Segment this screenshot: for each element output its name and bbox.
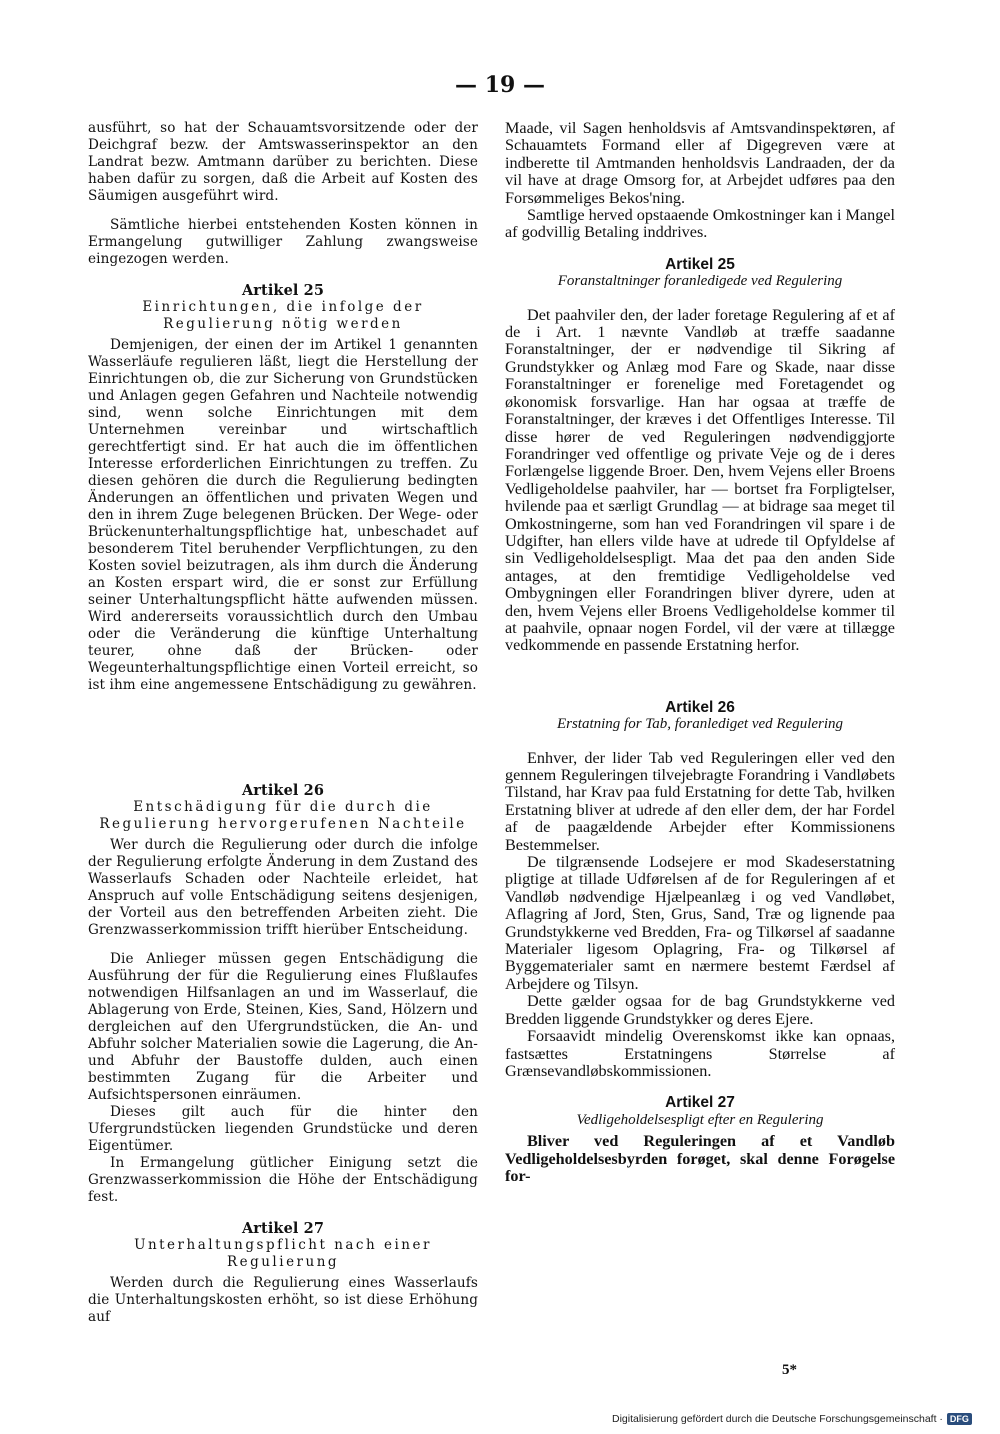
- danish-art26-paragraph: Dette gælder ogsaa for de bag Grundstykkerne ved Bredden liggende Grundstykker og deres Ejere.: [505, 992, 895, 1028]
- german-art27-paragraph: Werden durch die Regulierung eines Wasserlaufs die Unterhaltungskosten erhöht, so ist diese Erhöhung auf: [88, 1275, 478, 1325]
- dfg-logo-icon: DFG: [947, 1413, 972, 1425]
- footer-text: Digitalisierung gefördert durch die Deutsche Forschungsgemeinschaft ·: [612, 1413, 943, 1425]
- german-art27-heading: Artikel 27: [241, 1220, 325, 1237]
- danish-art25-heading: Artikel 25: [665, 255, 735, 273]
- signature-mark: 5*: [782, 1362, 797, 1378]
- german-art26-paragraph: Dieses gilt auch für die hinter den Ufergrundstücken liegenden Grundstücke und deren Eigentümer.: [88, 1104, 478, 1154]
- footer: [612, 1413, 972, 1425]
- danish-art27-subtitle: Vedligeholdelsespligt efter en Regulering: [576, 1111, 824, 1128]
- german-art25-paragraph: Demjenigen, der einen der im Artikel 1 genannten Wasserläufe regulieren läßt, liegt die Herstellung der Einrichtungen ob, die zur Sicherung von Grundstücken und Anlagen gegen Gefahren und Nachteile notwendig sind, wenn solche Einrichtungen mit dem Unternehmen vereinbar und wirtschaftlich gerechtfertigt sind. Er hat auch die im öffentlichen Interesse erforderlichen Einrichtungen zu treffen. Zu diesen gehören die durch die Regulierung bedingten Änderungen an öffentlichen und privaten Wegen und den in ihrem Zuge belegenen Brücken. Der Wege- oder Brückenunterhaltungspflichtige hat, unbeschadet auf besonderem Titel beruhender Verpflichtungen, zu den Kosten soviel beizutragen, als ihm durch die Änderung an Kosten erspart wird, die er sonst zur Erfüllung seiner Unterhaltungspflicht hätte aufwenden müssen. Wird andererseits voraussichtlich durch den Umbau oder die Veränderung die künftige Unterhaltung teurer, ohne daß der Brücken- oder Wegeunterhaltungspflichtige einen Vorteil erreicht, so ist ihm eine angemessene Entschädigung zu gewähren.: [88, 337, 478, 693]
- danish-art25-paragraph: Det paahviler den, der lader foretage Regulering af et af de i Art. 1 nævnte Vandløb at træffe saadanne Foranstaltninger, der er nødvendige til Sikring af Grundstykker og Anlæg mod Fare og Skade, naar disse Foranstaltninger er forenelige med Foretagendet og økonomisk forsvarlige. Han har ogsaa at træffe de Foranstaltninger, der kræves i det Offentliges Interesse. Til disse hører de ved Reguleringen nødvendiggjorte Forandringer ved offentlige og private Veje og de i deres Forlængelse liggende Broer. Den, hvem Vejens eller Broens Vedligeholdelse paahviler, har — bortset fra Forpligtelser, hvilende paa et særligt Grundlag — at bidrage saa meget til Omkostningerne, som han ved Forandringen vil spare i de Udgifter, han ellers vilde have at udrede til Opfyldelse af sin Vedligeholdelsespligt. Maa det paa den anden Side antages, at den fremtidige Vedligeholdelse ved Ombygningen eller Forandringen bliver dyrere, uden at den, hvem Vejens eller Broens Vedligeholdelse kommer til at paahvile, opnaar nogen Fordel, vil der være at tillægge vedkommende en passende Erstatning herfor.: [505, 305, 895, 655]
- danish-art26-heading: Artikel 26: [665, 698, 735, 716]
- danish-column: [505, 120, 895, 1185]
- german-intro-paragraph: Sämtliche hierbei entstehenden Kosten können in Ermangelung gutwilliger Zahlung zwangsweise eingezogen werden.: [88, 217, 478, 267]
- german-art25-subtitle: Einrichtungen, die infolge der Regulierung nötig werden: [142, 299, 424, 332]
- german-art26-paragraph: Die Anlieger müssen gegen Entschädigung die Ausführung der für die Regulierung eines Flußlaufes notwendigen Hilfsanlagen an und im Wasserlauf, die Ablagerung von Erde, Steinen, Kies, Sand, Hölzern und dergleichen auf den Ufergrundstücken, die An- und Abfuhr solcher Materialien sowie die Lagerung, die An- und Abfuhr der Baustoffe dulden, auch einen bestimmten Zugang für die Arbeiter und Aufsichtspersonen einräumen.: [88, 951, 478, 1103]
- danish-art27-paragraph: Bliver ved Reguleringen af et Vandløb Vedligeholdelsesbyrden forøget, skal denne Forøgelse for-: [505, 1132, 895, 1185]
- german-art25-heading: Artikel 25: [241, 282, 325, 299]
- danish-art26-paragraph: De tilgrænsende Lodsejere er mod Skadeserstatning pligtige at tillade Udførelsen af de for Reguleringen af et Vandløb nødvendige Hjælpeanlæg i og ved Vandløbet, Aflagring af Jord, Sten, Grus, Sand, Træ og lignende paa Grundstykkerne ved Bredden, Fra- og Tilkørsel af saadanne Materialer ligesom Oplagring, Fra- og Tilkørsel af Byggematerialer samt en nærmere bestemt Færdsel af Arbejdere og Tilsyn.: [505, 853, 895, 993]
- danish-art26-subtitle: Erstatning for Tab, foranlediget ved Regulering: [556, 716, 844, 733]
- german-art26-subtitle: Entschädigung für die durch die Regulierung hervorgerufenen Nachteile: [99, 799, 467, 832]
- german-art26-heading: Artikel 26: [241, 782, 325, 799]
- german-column: [88, 120, 478, 1326]
- danish-art26-paragraph: Forsaavidt mindelig Overenskomst ikke kan opnaas, fastsættes Erstatningens Størrelse af Grænsevandløbskommissionen.: [505, 1027, 895, 1080]
- danish-art26-paragraph: Enhver, der lider Tab ved Reguleringen eller ved den gennem Reguleringen tilvejebragte Forandring i Vandløbets Tilstand, har Krav paa fuld Erstatning for dette Tab, hvilken Erstatning bliver at udrede af den eller dem, der har Fordel af de paagældende Arbejder efter Kommissionens Bestemmelser.: [505, 748, 895, 854]
- danish-intro-paragraph: Maade, vil Sagen henholdsvis af Amtsvandinspektøren, af Schauamtets Formand eller af Digegreven være at indberette til Amtmanden henholdsvis Landraaden, der da vil have at drage Omsorg for, at Arbejdet udføres paa den Forsømmeliges Bekos'ning.: [505, 119, 895, 207]
- german-art26-paragraph: In Ermangelung gütlicher Einigung setzt die Grenzwasserkommission die Höhe der Entschädigung fest.: [88, 1155, 478, 1205]
- danish-art27-heading: Artikel 27: [665, 1094, 735, 1112]
- danish-art25-subtitle: Foranstaltninger foranledigede ved Regulering: [557, 273, 843, 290]
- german-intro-paragraph: ausführt, so hat der Schauamtsvorsitzende oder der Deichgraf bezw. der Amtswasserinspektor an den Landrat bezw. Amtmann darüber zu berichten. Diese haben dafür zu sorgen, daß die Arbeit auf Kosten des Säumigen ausgeführt wird.: [88, 120, 478, 204]
- german-art26-paragraph: Wer durch die Regulierung oder durch die infolge der Regulierung erfolgte Änderung in dem Zustand des Wasserlaufs Schaden oder Nachteile erleidet, hat Anspruch auf volle Entschädigung seitens desjenigen, der Vorteil aus den betreffenden Arbeiten zieht. Die Grenzwasserkommission trifft hierüber Entscheidung.: [88, 837, 478, 938]
- german-art27-subtitle: Unterhaltungspflicht nach einer Regulierung: [134, 1237, 432, 1270]
- danish-intro-paragraph: Samtlige herved opstaaende Omkostninger kan i Mangel af godvillig Betaling inddrives.: [505, 206, 895, 242]
- page-number: — 19 —: [455, 72, 545, 98]
